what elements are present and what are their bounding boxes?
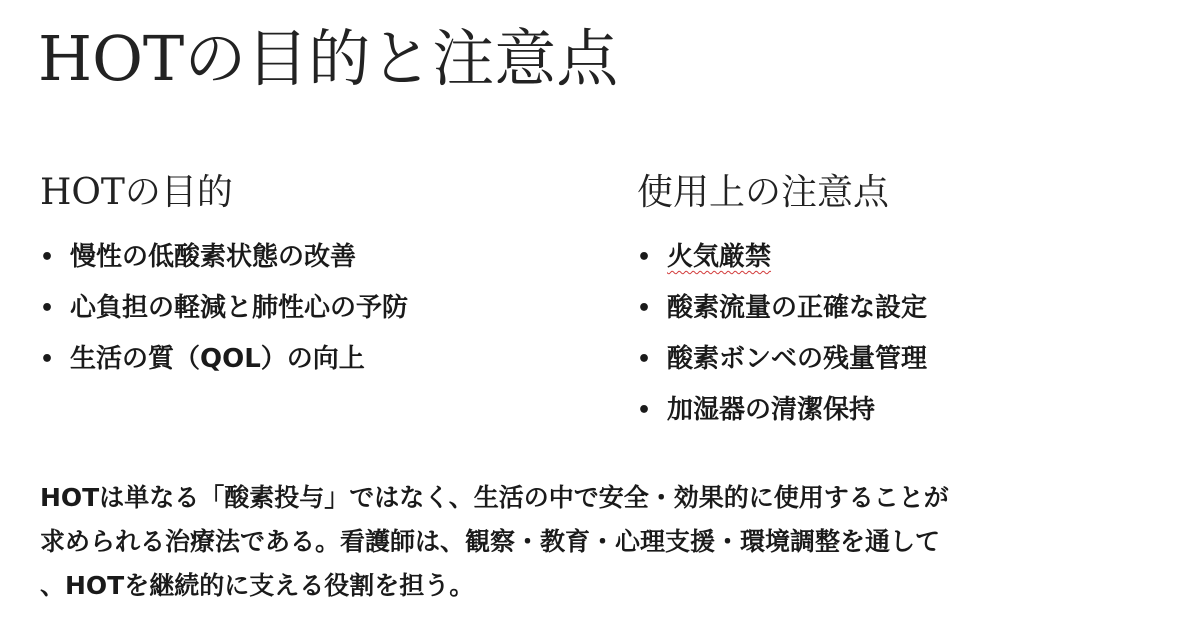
list-item [40,232,580,283]
summary-line: 、HOTを継続的に支える役割を担う。 [40,571,475,600]
bullet-icon: • [40,347,55,372]
list-item-text: 心負担の軽減と肺性心の予防 [70,293,409,323]
bullet-icon: • [637,347,652,372]
summary-line: HOTは単なる「酸素投与」ではなく、生活の中で安全・効果的に使用することが [40,483,949,512]
list-item [637,283,1177,334]
purpose-heading: HOTの目的 [40,172,233,213]
list-item-text: 酸素ボンベの残量管理 [667,344,928,374]
list-item [637,232,1177,283]
bullet-icon: • [40,296,55,321]
list-item-text: 酸素流量の正確な設定 [667,293,928,323]
list-item-text: 加湿器の清潔保持 [667,395,876,425]
list-item [40,283,580,334]
slide-title: HOTの目的と注意点 [38,22,619,95]
summary-paragraph [40,476,1170,608]
precautions-list [637,232,1177,436]
precautions-column [637,170,1177,436]
bullet-icon: • [40,245,55,270]
list-item-text[interactable]: 火気厳禁 [667,242,772,272]
bullet-icon: • [637,296,652,321]
precautions-heading: 使用上の注意点 [637,172,890,213]
list-item-text: 生活の質（QOL）の向上 [70,344,365,374]
list-item-text: 慢性の低酸素状態の改善 [70,242,357,272]
list-item [637,385,1177,436]
bullet-icon: • [637,398,652,423]
list-item [637,334,1177,385]
bullet-icon: • [637,245,652,270]
list-item [40,334,580,385]
purpose-list [40,232,580,385]
purpose-column [40,170,580,385]
summary-line: 求められる治療法である。看護師は、観察・教育・心理支援・環境調整を通して [40,527,941,556]
